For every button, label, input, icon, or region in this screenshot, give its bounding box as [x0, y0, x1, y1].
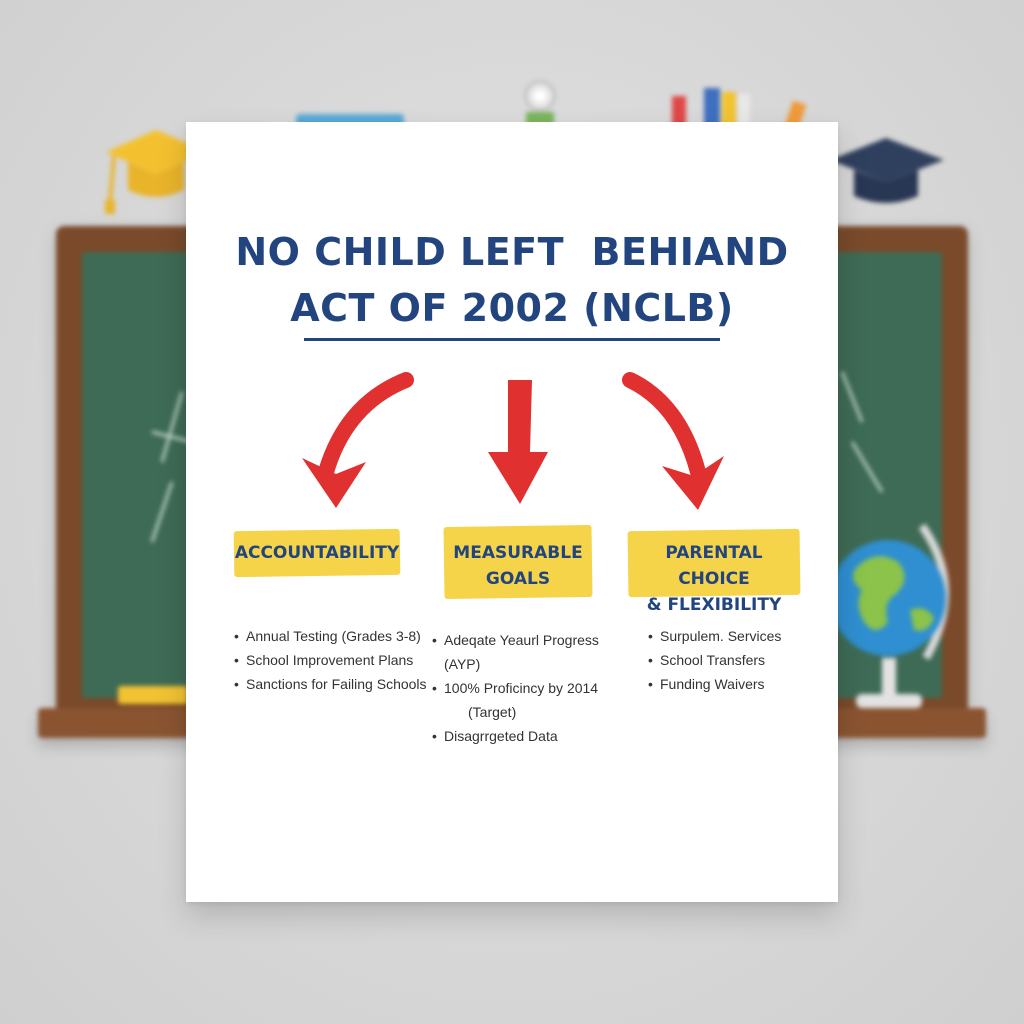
heading-measurable-goals-line-2: GOALS — [485, 569, 551, 589]
graduation-cap-icon — [820, 130, 950, 220]
page-title — [186, 224, 838, 336]
list-item: • Funding Waivers — [646, 672, 826, 696]
globe-icon — [826, 518, 966, 718]
chalk-eraser — [118, 686, 188, 704]
infographic-sheet — [186, 122, 838, 902]
title-underline — [304, 338, 720, 341]
arrow-down-icon — [488, 380, 548, 504]
heading-accountability-text: ACCOUNTABILITY — [234, 543, 400, 563]
heading-parental-choice-line-1: PARENTAL CHOICE — [665, 543, 763, 589]
list-item: • Adeqate Yeaurl Progress (AYP) — [430, 628, 630, 676]
arrow-down-left-icon — [302, 380, 406, 508]
list-item: • Disagrrgeted Data — [430, 724, 630, 748]
list-item: • Surpulem. Services — [646, 624, 826, 648]
list-measurable-goals — [430, 628, 630, 748]
heading-accountability — [234, 540, 400, 566]
list-item: • 100% Proficincy by 2014 — [430, 676, 630, 700]
list-item: • Sanctions for Failing Schools — [232, 672, 432, 696]
list-item: • Annual Testing (Grades 3-8) — [232, 624, 432, 648]
heading-measurable-goals — [444, 540, 592, 592]
list-item: • School Transfers — [646, 648, 826, 672]
list-item-continuation-text: (Target) — [468, 704, 517, 720]
heading-parental-choice-line-2: & FLEXIBILITY — [646, 595, 782, 615]
arrow-down-right-icon — [630, 380, 724, 510]
title-line-2: ACT OF 2002 (NCLB) — [290, 286, 734, 330]
list-parental-choice — [646, 624, 826, 696]
heading-measurable-goals-line-1: MEASURABLE — [453, 543, 583, 563]
heading-parental-choice — [628, 540, 800, 618]
list-item-continuation — [430, 700, 630, 724]
list-accountability — [232, 624, 432, 696]
title-line-1: NO CHILD LEFT BEHIAND — [235, 230, 789, 274]
list-item: • School Improvement Plans — [232, 648, 432, 672]
